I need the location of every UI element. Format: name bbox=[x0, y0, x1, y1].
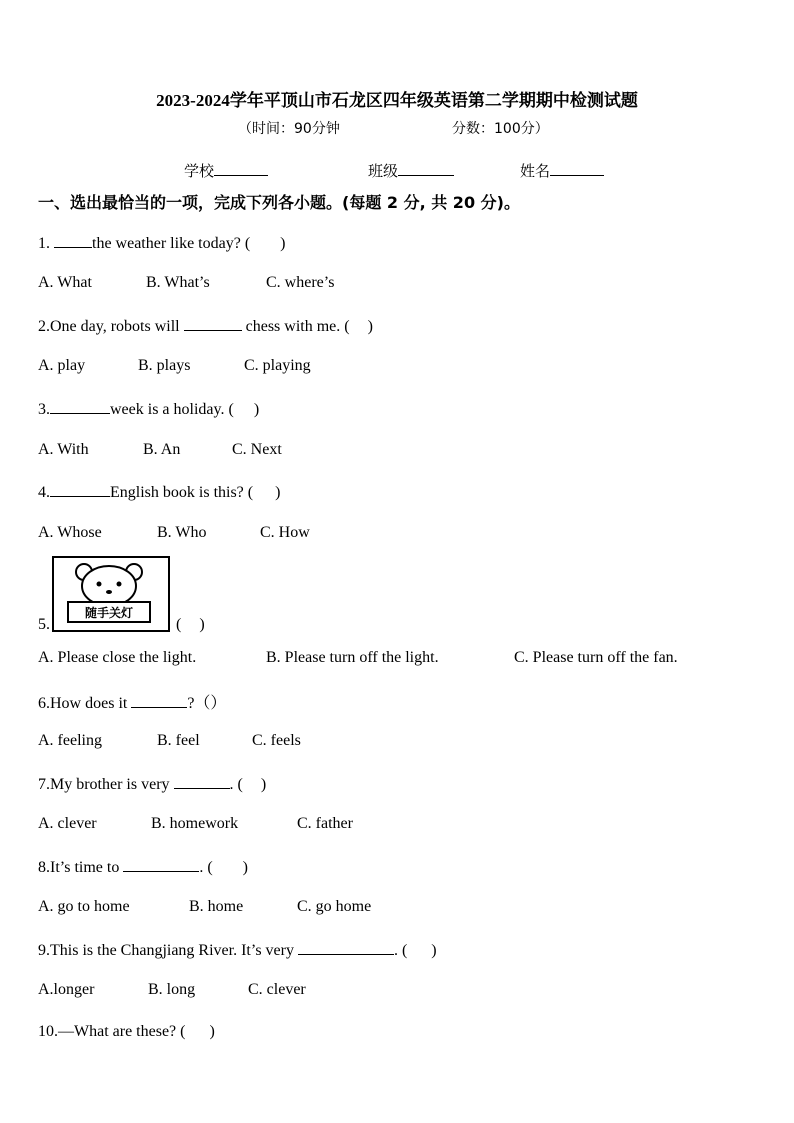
q9-option-c[interactable]: C. clever bbox=[248, 981, 306, 998]
question-9-blank[interactable] bbox=[298, 940, 394, 955]
question-6-text: ?（） bbox=[187, 695, 227, 712]
question-1-text: the weather like today? ( bbox=[92, 235, 251, 252]
q8-option-c[interactable]: C. go home bbox=[297, 898, 372, 915]
question-7-text: . ( bbox=[229, 776, 243, 793]
q2-option-a[interactable]: A. play bbox=[38, 357, 86, 374]
q4-option-b[interactable]: B. Who bbox=[157, 524, 207, 541]
class-blank[interactable] bbox=[398, 161, 454, 176]
q7-option-c[interactable]: C. father bbox=[297, 815, 353, 832]
question-1 bbox=[38, 233, 285, 253]
question-10 bbox=[38, 1023, 215, 1041]
class-field bbox=[368, 160, 454, 181]
question-9-text: . ( bbox=[393, 942, 408, 959]
question-8-text: . ( bbox=[199, 859, 213, 876]
q8-option-a[interactable]: A. go to home bbox=[38, 898, 130, 915]
q4-option-c[interactable]: C. How bbox=[260, 524, 310, 541]
exam-time: （时间：90分钟 bbox=[238, 121, 340, 137]
question-2-text: chess with me. ( bbox=[245, 318, 350, 335]
name-field bbox=[520, 160, 604, 181]
q3-option-b[interactable]: B. An bbox=[143, 441, 181, 458]
question-4-number: 4. bbox=[38, 484, 50, 501]
question-5-parens bbox=[176, 616, 205, 634]
bear-icon bbox=[54, 558, 168, 630]
question-3-text: week is a holiday. ( bbox=[110, 401, 234, 418]
question-3-number: 3. bbox=[38, 401, 50, 418]
question-7-close: ) bbox=[260, 776, 267, 793]
question-1-number: 1. bbox=[38, 235, 50, 252]
q2-option-c[interactable]: C. playing bbox=[244, 357, 311, 374]
q1-option-a[interactable]: A. What bbox=[38, 274, 92, 291]
school-blank[interactable] bbox=[214, 161, 268, 176]
q8-option-b[interactable]: B. home bbox=[189, 898, 244, 915]
question-8-blank[interactable] bbox=[123, 857, 199, 872]
q4-option-a[interactable]: A. Whose bbox=[38, 524, 102, 541]
question-6 bbox=[38, 690, 226, 713]
q6-option-a[interactable]: A. feeling bbox=[38, 732, 102, 749]
question-2 bbox=[38, 316, 373, 336]
question-1-blank[interactable] bbox=[54, 233, 92, 248]
q3-option-a[interactable]: A. With bbox=[38, 441, 89, 458]
sign-caption: 随手关灯 bbox=[84, 606, 134, 620]
question-5-close: ) bbox=[199, 616, 205, 633]
question-9-text-pre: 9.This is the Changjiang River. It’s very bbox=[38, 942, 294, 959]
question-6-text-pre: 6.How does it bbox=[38, 695, 128, 712]
q9-option-a[interactable]: A.longer bbox=[38, 981, 95, 998]
school-label: 学校 bbox=[184, 162, 215, 180]
q2-option-b[interactable]: B. plays bbox=[138, 357, 191, 374]
school-field bbox=[184, 160, 268, 181]
q7-option-a[interactable]: A. clever bbox=[38, 815, 97, 832]
q5-option-c[interactable]: C. Please turn off the fan. bbox=[514, 649, 678, 666]
q6-option-c[interactable]: C. feels bbox=[252, 732, 301, 749]
question-10-text: 10.—What are these? ( bbox=[38, 1023, 186, 1040]
q6-option-b[interactable]: B. feel bbox=[157, 732, 200, 749]
q3-option-c[interactable]: C. Next bbox=[232, 441, 282, 458]
question-3 bbox=[38, 399, 259, 419]
question-3-close: ) bbox=[253, 401, 260, 418]
section-heading: 一、选出最恰当的一项，完成下列各小题。(每题 2 分, 共 20 分)。 bbox=[38, 193, 520, 212]
question-7-blank[interactable] bbox=[174, 774, 230, 789]
question-8 bbox=[38, 857, 248, 877]
question-7 bbox=[38, 774, 266, 794]
question-6-blank[interactable] bbox=[131, 693, 187, 708]
question-2-close: ) bbox=[367, 318, 373, 335]
question-9-close: ) bbox=[431, 942, 437, 959]
exam-score: 分数：100分） bbox=[452, 121, 549, 137]
question-5-number: 5. bbox=[38, 616, 50, 633]
bear-sign-picture bbox=[52, 556, 170, 632]
question-4-text: English book is this? ( bbox=[110, 484, 254, 501]
question-9 bbox=[38, 940, 437, 960]
question-3-blank[interactable] bbox=[50, 399, 110, 414]
question-8-close: ) bbox=[242, 859, 248, 876]
q5-option-b[interactable]: B. Please turn off the light. bbox=[266, 649, 439, 666]
q9-option-b[interactable]: B. long bbox=[148, 981, 196, 998]
question-1-close: ) bbox=[280, 235, 286, 252]
question-2-blank[interactable] bbox=[184, 316, 242, 331]
q1-option-c[interactable]: C. where’s bbox=[266, 274, 335, 291]
question-8-text-pre: 8.It’s time to bbox=[38, 859, 120, 876]
question-4 bbox=[38, 482, 280, 502]
class-label: 班级 bbox=[368, 162, 399, 180]
question-5 bbox=[38, 616, 50, 634]
name-label: 姓名 bbox=[520, 162, 551, 180]
q5-option-a[interactable]: A. Please close the light. bbox=[38, 649, 197, 666]
question-5-open: ( bbox=[176, 616, 182, 633]
q1-option-b[interactable]: B. What’s bbox=[146, 274, 210, 291]
q7-option-b[interactable]: B. homework bbox=[151, 815, 239, 832]
question-10-close: ) bbox=[209, 1023, 215, 1040]
question-4-blank[interactable] bbox=[50, 482, 110, 497]
question-7-text-pre: 7.My brother is very bbox=[38, 776, 170, 793]
question-4-close: ) bbox=[275, 484, 281, 501]
question-2-text-pre: 2.One day, robots will bbox=[38, 318, 180, 335]
name-blank[interactable] bbox=[550, 161, 604, 176]
page-title: 2023-2024学年平顶山市石龙区四年级英语第二学期期中检测试题 bbox=[156, 91, 638, 110]
